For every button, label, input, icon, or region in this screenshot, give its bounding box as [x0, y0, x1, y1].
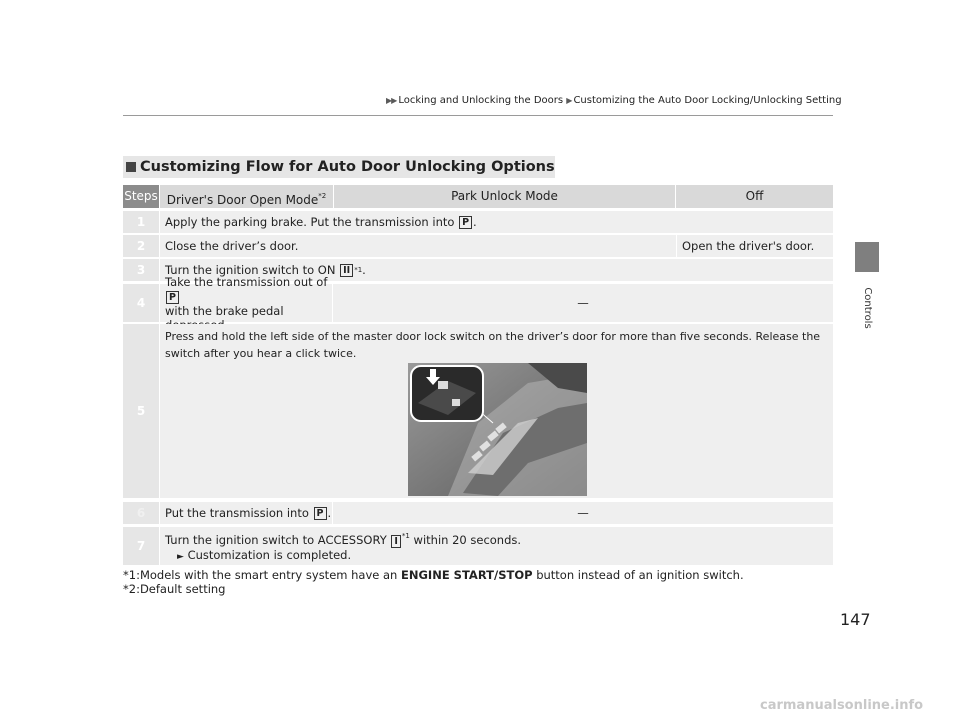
watermark: carmanualsonline.info: [760, 698, 924, 713]
step-number: 6: [123, 502, 159, 524]
step-text: [160, 502, 332, 524]
header-off: Off: [676, 185, 833, 208]
step-number: 2: [123, 235, 159, 257]
footnote-1-bold: ENGINE START/STOP: [401, 568, 533, 582]
header-steps: Steps: [123, 185, 159, 208]
step-text-off: Open the driver's door.: [677, 235, 833, 257]
square-bullet-icon: [126, 162, 136, 172]
footnote-1-text-b: button instead of an ignition switch.: [536, 568, 744, 582]
breadcrumb: [386, 95, 842, 106]
step-text: [160, 527, 833, 565]
door-lock-switch-photo: [408, 363, 587, 496]
step-text-a: Apply the parking brake. Put the transmission into: [165, 215, 455, 229]
section-title: [123, 156, 555, 178]
step-text-b: .: [327, 506, 332, 520]
footnote-ref: *1: [354, 266, 363, 274]
table-row-7: [123, 527, 833, 565]
table-row-2: [123, 235, 833, 257]
step-text: Close the driver’s door.: [160, 235, 676, 257]
door-lock-switch-illustration: [408, 363, 587, 496]
ignition-on-symbol: II: [340, 264, 353, 277]
step-text-b: .: [473, 215, 477, 229]
step-text-a: Turn the ignition switch to ON: [165, 263, 336, 277]
accessory-symbol: I: [391, 535, 401, 548]
step-number: 4: [123, 284, 159, 322]
step-number: 5: [123, 324, 159, 498]
step-dash: —: [333, 284, 833, 322]
step-text-a: Turn the ignition switch to ACCESSORY: [165, 532, 387, 547]
table-row-4: [123, 274, 833, 322]
footnote-ref: *1: [401, 531, 410, 540]
side-tab-marker: [855, 242, 879, 272]
step-text: Press and hold the left side of the master door lock switch on the driver’s door for more than five seconds. Release the switch after you hear a click twice.: [160, 324, 833, 498]
side-tab-label: Controls: [862, 287, 873, 329]
step-text-a: Put the transmission into: [165, 506, 309, 520]
header-park-unlock-mode: Park Unlock Mode: [334, 185, 675, 208]
park-symbol: P: [166, 291, 179, 304]
breadcrumb-arrow-icon: ▶: [566, 96, 572, 105]
breadcrumb-part2: Customizing the Auto Door Locking/Unlocking Setting: [573, 95, 842, 106]
breadcrumb-part1: Locking and Unlocking the Doors: [398, 95, 564, 106]
step-text: [160, 274, 332, 322]
footnote-1-text-a: *1:Models with the smart entry system have an: [123, 568, 398, 582]
header-col1-label: Driver's Door Open Mode: [166, 193, 319, 207]
step-text: [160, 211, 833, 233]
header-drivers-door-open-mode: [160, 185, 333, 208]
step-text-b: .: [362, 263, 366, 277]
breadcrumb-arrow-icon: ▶▶: [386, 96, 397, 105]
arrow-icon: ►: [177, 551, 184, 562]
step-number: 3: [123, 259, 159, 281]
park-symbol: P: [314, 507, 327, 520]
footnote-1: [123, 568, 744, 582]
step-number: 1: [123, 211, 159, 233]
step-subtext: Customization is completed.: [187, 547, 352, 562]
footnote-2: *2:Default setting: [123, 582, 226, 596]
step-text-line2: with the brake pedal: [165, 303, 284, 318]
step-dash: —: [333, 502, 833, 524]
section-title-text: Customizing Flow for Auto Door Unlocking Options: [140, 159, 555, 175]
step-text-b: within 20 seconds.: [409, 532, 522, 547]
page-number: 147: [840, 610, 871, 629]
park-symbol: P: [459, 216, 472, 229]
table-row-1: [123, 211, 833, 233]
step-text-line1: Take the transmission out of: [165, 274, 328, 289]
table-row-6: [123, 502, 833, 524]
header-rule: [123, 115, 833, 116]
step-number: 7: [123, 527, 159, 565]
header-col1-note: *2: [318, 192, 327, 200]
